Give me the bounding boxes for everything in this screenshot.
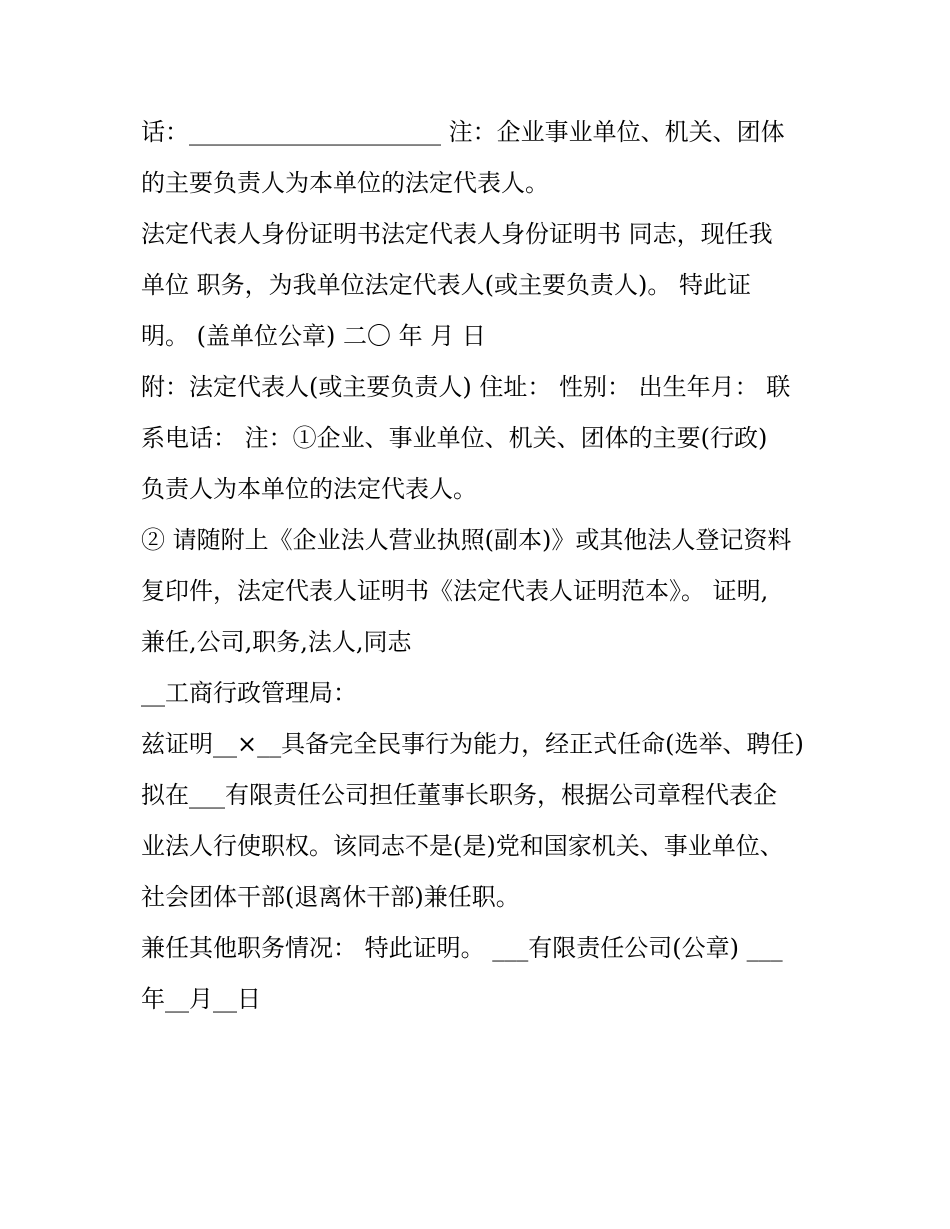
text-line: 社会团体干部(退离休干部)兼任职。 [141,883,520,911]
text-line: 拟在___有限责任公司担任董事长职务，根据公司章程代表企 [141,781,777,809]
text-line: 的主要负责人为本单位的法定代表人。 [141,169,549,197]
text-line: 兼任其他职务情况： 特此证明。 ___有限责任公司(公章) ___ [141,934,783,962]
text-line: 年__月__日 [141,985,261,1013]
text-line: ② 请随附上《企业法人营业执照(副本)》或其他法人登记资料 [141,526,792,554]
text-line: 系电话： 注：①企业、事业单位、机关、团体的主要(行政) [141,424,768,452]
text-line: 负责人为本单位的法定代表人。 [141,475,477,503]
text-line: 明。 (盖单位公章) 二〇 年 月 日 [141,322,486,350]
text-line: 复印件，法定代表人证明书《法定代表人证明范本》。 证明, [141,577,769,605]
text-line: 法定代表人身份证明书法定代表人身份证明书 同志，现任我 [141,220,773,248]
text-line: 话：_____________________ 注：企业事业单位、机关、团体 [141,118,785,146]
text-line: 单位 职务，为我单位法定代表人(或主要负责人)。 特此证 [141,271,751,299]
text-line: 业法人行使职权。该同志不是(是)党和国家机关、事业单位、 [141,832,784,860]
text-line: __工商行政管理局： [141,679,357,707]
text-line: 附：法定代表人(或主要负责人) 住址： 性别： 出生年月： 联 [141,373,791,401]
text-line: 兹证明__×__具备完全民事行为能力，经正式任命(选举、聘任) [141,730,804,758]
document-body [141,107,821,1025]
text-line: 兼任,公司,职务,法人,同志 [141,628,412,656]
